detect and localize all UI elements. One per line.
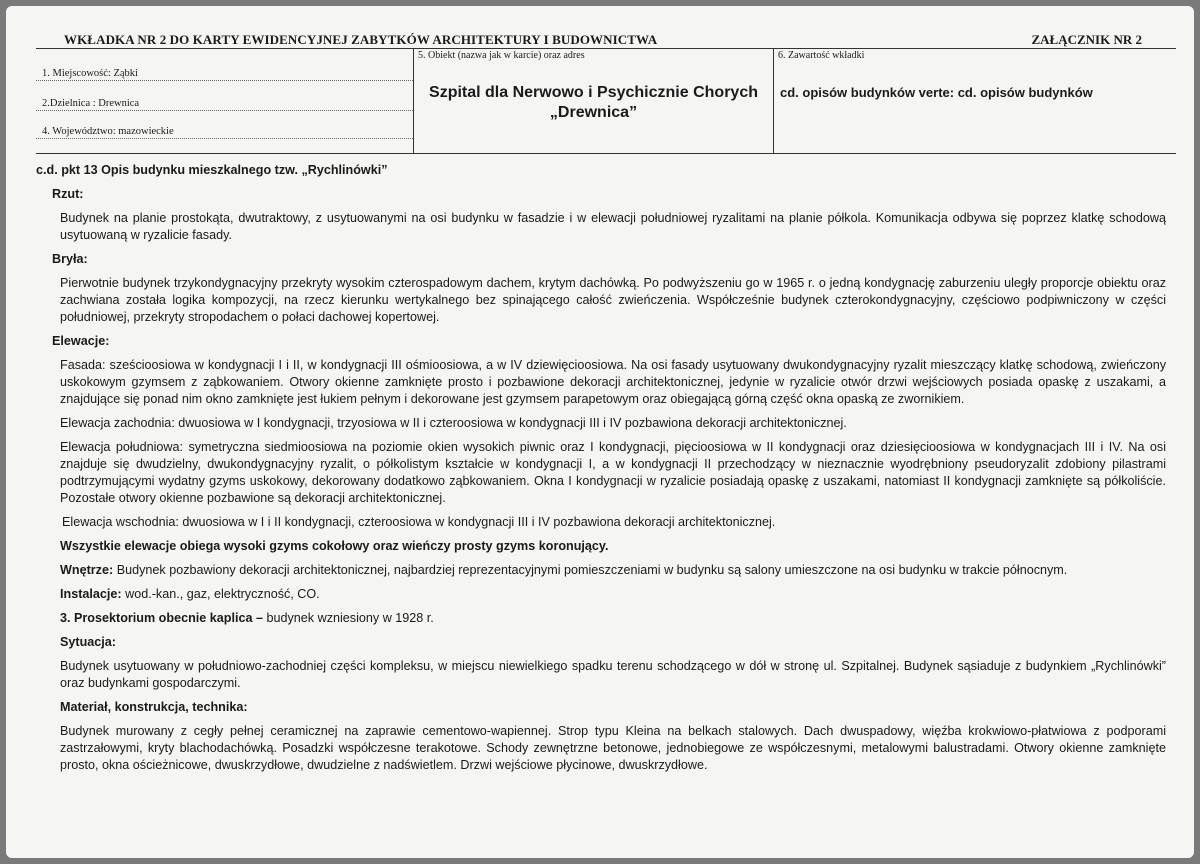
content-column	[774, 49, 1176, 153]
wnetrze-heading: Wnętrze:	[60, 563, 114, 577]
rzut-heading: Rzut:	[52, 187, 84, 201]
bryla-heading: Bryła:	[52, 252, 88, 266]
district-field: 2.Dzielnica : Drewnica	[36, 97, 413, 111]
locality-field: 1. Miejscowość: Ząbki	[36, 67, 413, 81]
object-label: 5. Obiekt (nazwa jak w karcie) oraz adres	[418, 50, 585, 61]
prosektorium-heading: 3. Prosektorium obecnie kaplica –	[60, 611, 263, 625]
wschodnia-text: Elewacja wschodnia: dwuosiowa w I i II kondygnacji, czteroosiowa w kondygnacji III i IV pozbawiona dekoracji architektonicznej.	[62, 515, 776, 529]
sytuacja-text: Budynek usytuowany w południowo-zachodniej części kompleksu, w miejscu niewielkiego spadku terenu schodzącego w dół w stronę ul. Szpitalnej. Budynek sąsiaduje z budynkiem „Rychlinówki” oraz budynkami gospodarczymi.	[60, 659, 1166, 690]
object-name-line1: Szpital dla Nerwowo i Psychicznie Chorych	[429, 84, 758, 101]
annex-label: ZAŁĄCZNIK NR 2	[1031, 32, 1142, 47]
location-column	[36, 49, 414, 153]
zachodnia-text: Elewacja zachodnia: dwuosiowa w I kondygnacji, trzyosiowa w II i czteroosiowa w kondygnacji III i IV pozbawiona dekoracji architektonicznej.	[60, 416, 847, 430]
instalacje-heading: Instalacje:	[60, 587, 122, 601]
header-table	[36, 48, 1176, 154]
prosektorium-text: budynek wzniesiony w 1928 r.	[266, 611, 434, 625]
bryla-text: Pierwotnie budynek trzykondygnacyjny przekryty wysokim czterospadowym dachem, krytym dachówką. Po podwyższeniu go w 1965 r. o jedną kondygnację zaburzeniu uległy proporcje obiektu oraz zachwiana została logika kompozycji, na rzecz kierunku wertykalnego bez spinającego całość zwieńczenia. Współcześnie budynek czterokondygnacyjny, częściowo podpiwniczony w części południowej, przekryty stropodachem o połaci dachowej kopertowej.	[60, 276, 1166, 324]
sytuacja-heading: Sytuacja:	[60, 635, 116, 649]
object-name	[414, 83, 773, 123]
content-label: 6. Zawartość wkładki	[778, 50, 865, 61]
instalacje-paragraph	[36, 586, 1166, 603]
wnetrze-paragraph	[36, 562, 1166, 579]
gzyms-text: Wszystkie elewacje obiega wysoki gzyms cokołowy oraz wieńczy prosty gzyms koronujący.	[60, 539, 609, 553]
section-title: c.d. pkt 13 Opis budynku mieszkalnego tzw. „Rychlinówki”	[36, 163, 388, 177]
object-name-line2: „Drewnica”	[549, 104, 638, 121]
wnetrze-text: Budynek pozbawiony dekoracji architektonicznej, najbardziej reprezentacyjnymi pomieszczeniami w budynku są salony umieszczone na osi budynku w trakcie północnym.	[116, 563, 1068, 577]
fasada-text: Fasada: sześcioosiowa w kondygnacji I i II, w kondygnacji III ośmioosiowa, a w IV dziewięcioosiowa. Na osi fasady usytuowany dwukondygnacyjny ryzalit mieszczący klatkę schodową, zwieńczony uskokowym gzymsem z ząbkowaniem. Otwory okienne zamknięte prosto i pozbawione dekoracji architektonicznej, jedynie w ryzalicie otwór drzwi wejściowych posiada opaskę z uszakami, a znajdujące się ponad nim okno zamknięte jest łukiem pełnym i dekorowane jest gzymsem parapetowym oraz obiegającą górną część okna opaską ze zwornikiem.	[60, 358, 1166, 406]
document-page	[6, 6, 1194, 858]
elewacje-heading: Elewacje:	[52, 334, 110, 348]
material-heading: Materiał, konstrukcja, technika:	[60, 700, 248, 714]
document-title: WKŁADKA NR 2 DO KARTY EWIDENCYJNEJ ZABYTKÓW ARCHITEKTURY I BUDOWNICTWA	[64, 32, 658, 47]
content-value: cd. opisów budynków verte: cd. opisów budynków	[780, 85, 1093, 100]
object-column	[414, 49, 774, 153]
voivodeship-field: 4. Województwo: mazowieckie	[36, 125, 413, 139]
instalacje-text: wod.-kan., gaz, elektryczność, CO.	[125, 587, 320, 601]
rzut-text: Budynek na planie prostokąta, dwutraktowy, z usytuowanymi na osi budynku w fasadzie i w elewacji południowej ryzalitami na planie półkola. Komunikacja odbywa się poprzez klatkę schodową usytuowaną w ryzalicie fasady.	[60, 211, 1166, 242]
poludniowa-text: Elewacja południowa: symetryczna siedmioosiowa na poziomie okien wysokich piwnic oraz I kondygnacji, pięcioosiowa w II kondygnacji oraz dziesięcioosiowa w kondygnacjach III i IV. Na osi znajduje się dwudzielny, dwukondygnacyjny ryzalit, o półkolistym kształcie w kondygnacji I, a w kondygnacji II przechodzący w nieznacznie wyodrębniony pseudoryzalit zdobiony pilastrami podtrzymującymi wydatny gzyms uskokowy, dekorowany dodatkowo ząbkowaniem. Okna I kondygnacji w ryzalicie posiadają opaskę z uszakami, natomiast II kondygnacji zamknięte są półkoliście. Pozostałe otwory okienne pozbawione są dekoracji architektonicznej.	[60, 440, 1166, 505]
material-text: Budynek murowany z cegły pełnej ceramicznej na zaprawie cementowo-wapiennej. Strop typu Kleina na belkach stalowych. Dach dwuspadowy, więźba krokwiowo-płatwiowa z podporami zastrzałowymi, kryty blachodachówką. Posadzki współczesne terakotowe. Schody zewnętrzne betonowe, jednobiegowe ze współczesnymi, metalowymi balustradami. Otwory okienne zamknięte prosto, okna ościeżnicowe, dwuskrzydłowe, dwudzielne z nadświetlem. Drzwi wejściowe płycinowe, dwuskrzydłowe.	[60, 724, 1166, 772]
prosektorium-paragraph	[36, 610, 1166, 627]
document-body	[36, 156, 1166, 774]
